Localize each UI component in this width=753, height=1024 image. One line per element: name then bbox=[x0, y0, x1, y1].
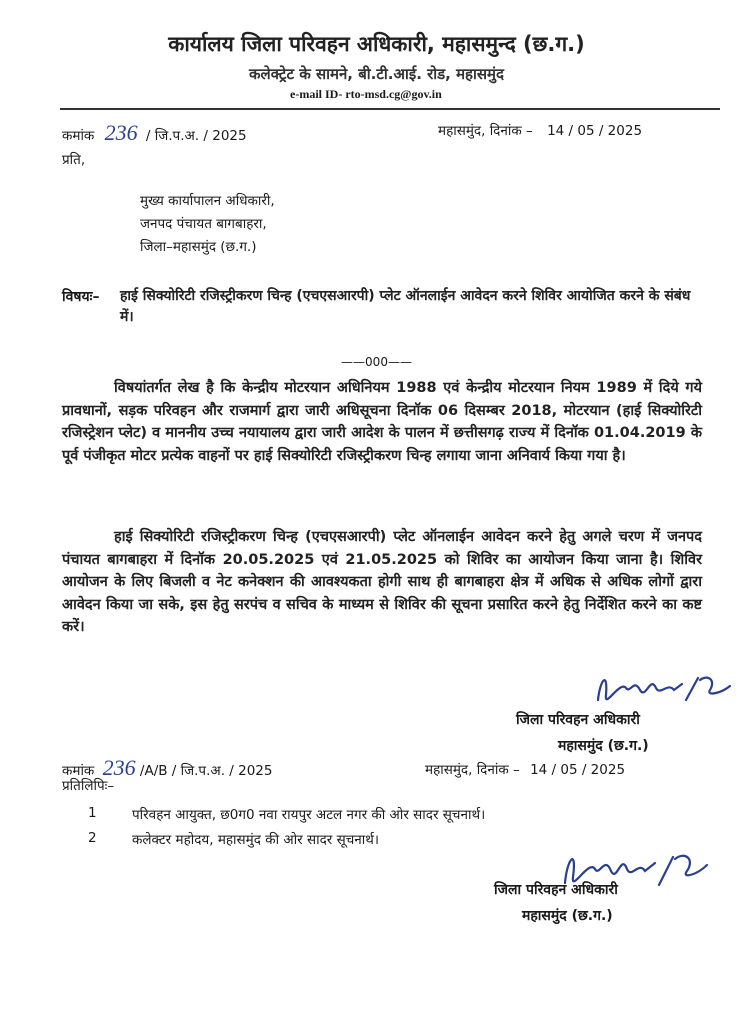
ref2-number: 236 bbox=[102, 755, 136, 780]
ref-label: कमांक bbox=[62, 128, 95, 144]
office-email: e-mail ID- rto-msd.cg@gov.in bbox=[290, 87, 442, 101]
prati-label: प्रति, bbox=[62, 152, 86, 168]
reference-line bbox=[62, 120, 247, 146]
subject-text: हाई सिक्योरिटी रजिस्ट्रीकरण चिन्ह (एचएसआरपी) प्लेट ऑनलाईन आवेदन करने शिविर आयोजित करने के संबंध में। bbox=[120, 288, 691, 325]
signature-2-designation: जिला परिवहन अधिकारी bbox=[494, 882, 618, 898]
office-address: कलेक्ट्रेट के सामने, बी.टी.आई. रोड, महासमुंद bbox=[249, 65, 504, 83]
recipient-line: जिला–महासमुंद (छ.ग.) bbox=[140, 239, 257, 255]
ref2-date-place: महासमुंद, दिनांक – bbox=[425, 762, 520, 778]
signature-1-designation: जिला परिवहन अधिकारी bbox=[516, 712, 640, 728]
signature-2-place: महासमुंद (छ.ग.) bbox=[522, 908, 613, 924]
body-paragraph-2: हाई सिक्योरिटी रजिस्ट्रीकरण चिन्ह (एचएसआरपी) प्लेट ऑनलाईन आवेदन करने हेतु अगले चरण में जनपद पंचायत बागबाहरा में दिनॉक 20.05.2025 एवं 21.05.2025 को शिविर का आयोजन किया जाना है। शिविर आयोजन के लिए बिजली व नेट कनेक्शन की आवश्यकता होगी साथ ही बागबाहरा क्षेत्र में अधिक से अधिक लोगों द्वारा आवेदन किया जा सके, इस हेतु सरपंच व सचिव के माध्यम से शिविर की सूचना प्रसारित करने हेतु निर्देशित करने का कष्ट करें। bbox=[62, 529, 702, 635]
ref-date-line bbox=[438, 121, 642, 139]
signature-1-place: महासमुंद (छ.ग.) bbox=[558, 738, 649, 754]
ref-number: 236 bbox=[104, 120, 138, 145]
ref2-label: कमांक bbox=[62, 763, 95, 779]
copy-item-text: परिवहन आयुक्त, छ0ग0 नवा रायपुर अटल नगर की ओर सादर सूचनार्थ। bbox=[132, 807, 486, 823]
separator: ——000—— bbox=[341, 355, 412, 369]
copy-label: प्रतिलिपिः– bbox=[62, 778, 115, 794]
recipient-address bbox=[140, 190, 275, 259]
recipient-line: मुख्य कार्यापालन अधिकारी, bbox=[140, 193, 275, 209]
recipient-line: जनपद पंचायत बागबाहरा, bbox=[140, 216, 267, 232]
ref-date: 14 / 05 / 2025 bbox=[547, 123, 643, 139]
subject-label: विषयः– bbox=[62, 289, 100, 305]
ref2-date-line bbox=[425, 760, 625, 778]
copy-item-number: 2 bbox=[88, 830, 97, 846]
ref2-suffix: /A/B / जि.प.अ. / 2025 bbox=[139, 763, 273, 779]
header-rule bbox=[60, 108, 720, 110]
office-title: कार्यालय जिला परिवहन अधिकारी, महासमुन्द (छ.ग.) bbox=[168, 32, 585, 56]
ref-date-place: महासमुंद, दिनांक – bbox=[438, 123, 533, 139]
body-paragraph-1: विषयांतर्गत लेख है कि केन्द्रीय मोटरयान अधिनियम 1988 एवं केन्द्रीय मोटरयान नियम 1989 में दिये गये प्रावधानों, सड़क परिवहन और राजमार्ग द्वारा जारी अधिसूचना दिनॉक 06 दिसम्बर 2018, मोटरयान (हाई सिक्योरिटी रजिस्ट्रेशन प्लेट) व माननीय उच्च नयायालय द्वारा जारी आदेश के पालन में छत्तीसगढ़ राज्य में दिनॉक 01.04.2019 के पूर्व पंजीकृत मोटर प्रत्येक वाहनों पर हाई सिक्योरिटी रजिस्ट्रीकरण चिन्ह लगाया जाना अनिवार्य किया गया है। bbox=[62, 380, 702, 464]
copy-item-text: कलेक्टर महोदय, महासमुंद की ओर सादर सूचनार्थ। bbox=[132, 832, 380, 848]
ref-suffix: / जि.प.अ. / 2025 bbox=[145, 128, 247, 144]
copy-item-number: 1 bbox=[88, 805, 97, 821]
ref2-date: 14 / 05 / 2025 bbox=[530, 762, 626, 778]
